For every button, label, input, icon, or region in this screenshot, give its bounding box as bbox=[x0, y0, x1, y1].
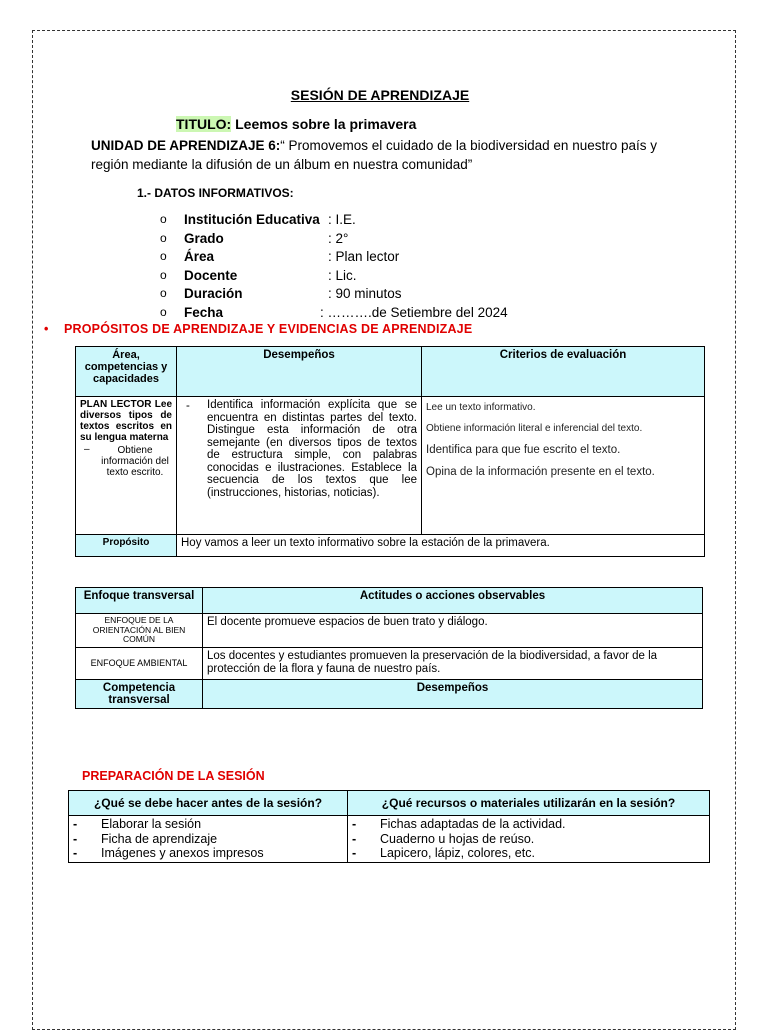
criterio-item: Obtiene información literal e inferencial del texto. bbox=[426, 423, 643, 434]
header-desempenos-transversal: Desempeños bbox=[203, 679, 703, 708]
list-item-text: Lapicero, lápiz, colores, etc. bbox=[380, 846, 535, 860]
unidad-paragraph bbox=[91, 136, 691, 174]
datos-value: : Plan lector bbox=[328, 249, 400, 265]
header-competencia-transversal: Competencia transversal bbox=[76, 679, 203, 708]
dash-bullet: - bbox=[73, 817, 78, 831]
datos-bullet: o bbox=[160, 304, 167, 319]
propositos-heading bbox=[44, 322, 472, 336]
datos-value: : 90 minutos bbox=[328, 286, 402, 302]
datos-label: Docente bbox=[184, 267, 238, 283]
list-item bbox=[73, 832, 343, 847]
unidad-text: “ Promovemos el cuidado de la biodiversidad en nuestro país y región mediante la difusión de un álbum en nuestra comunidad” bbox=[91, 138, 657, 172]
datos-bullet: o bbox=[160, 286, 167, 301]
list-item-text: Cuaderno u hojas de reúso. bbox=[380, 831, 535, 846]
datos-label: Institución Educativa bbox=[184, 212, 320, 227]
desempeno-text: Identifica información explícita que se encuentra en distintas partes del texto. Distingue esta información de otra semejante (en diversos tipos de textos de estructura simple, con palabras conocidas e ilustraciones. Establece la secuencia de los textos que lee (instrucciones, historias, noticias). bbox=[207, 399, 417, 499]
desempeno-item bbox=[181, 399, 417, 499]
datos-bullet: o bbox=[160, 230, 167, 245]
plan-lector bbox=[80, 399, 172, 478]
datos-item bbox=[160, 231, 580, 250]
dash-bullet: - bbox=[352, 846, 357, 860]
datos-item bbox=[160, 268, 580, 287]
datos-value: : 2° bbox=[328, 230, 349, 246]
propositos-table bbox=[75, 346, 705, 557]
header-criterios: Criterios de evaluación bbox=[422, 347, 705, 397]
accion-ambiental: Los docentes y estudiantes promueven la preservación de la biodiversidad, a favor de la protección de la flora y fauna de nuestro país. bbox=[203, 647, 703, 679]
datos-bullet: o bbox=[160, 267, 167, 282]
list-item-text: Imágenes y anexos impresos bbox=[101, 846, 264, 860]
titulo-label: TITULO: bbox=[176, 116, 232, 132]
header-recursos: ¿Qué recursos o materiales utilizarán en la sesión? bbox=[348, 791, 710, 816]
list-item-text: Fichas adaptadas de la actividad. bbox=[380, 817, 566, 831]
area-cell bbox=[76, 397, 177, 535]
datos-item bbox=[160, 305, 580, 324]
header-desempenos: Desempeños bbox=[177, 347, 422, 397]
criterio-item: Identifica para que fue escrito el texto. bbox=[426, 444, 621, 456]
list-item bbox=[73, 846, 343, 861]
datos-bullet: o bbox=[160, 212, 167, 226]
propositos-heading-text: PROPÓSITOS DE APRENDIZAJE Y EVIDENCIAS DE APRENDIZAJE bbox=[64, 322, 473, 336]
session-title bbox=[176, 116, 416, 132]
dash-bullet: - bbox=[73, 831, 78, 846]
recursos-cell bbox=[348, 816, 710, 863]
dash-bullet: - bbox=[186, 400, 190, 412]
header-antes: ¿Qué se debe hacer antes de la sesión? bbox=[69, 791, 348, 816]
plan-lector-title: PLAN LECTOR Lee diversos tipos de textos escritos en su lengua materna bbox=[80, 399, 172, 443]
header-actitudes: Actitudes o acciones observables bbox=[203, 588, 703, 614]
enfoque-ambiental: ENFOQUE AMBIENTAL bbox=[76, 647, 203, 679]
datos-heading: 1.- DATOS INFORMATIVOS: bbox=[137, 186, 294, 200]
datos-label: Área bbox=[184, 249, 215, 265]
header-area: Área, competencias y capacidades bbox=[76, 347, 177, 397]
dash-bullet: - bbox=[352, 817, 357, 831]
datos-bullet: o bbox=[160, 249, 167, 264]
dash-bullet: - bbox=[73, 846, 78, 860]
list-item-text: Elaborar la sesión bbox=[101, 817, 202, 831]
datos-item bbox=[160, 286, 580, 305]
datos-list bbox=[160, 212, 580, 324]
dash-bullet: - bbox=[352, 831, 357, 846]
proposito-text: Hoy vamos a leer un texto informativo sobre la estación de la primavera. bbox=[177, 535, 705, 557]
enfoques-table bbox=[75, 587, 703, 709]
criterio-item: Lee un texto informativo. bbox=[426, 402, 536, 413]
criterio-item: Opina de la información presente en el texto. bbox=[426, 466, 655, 478]
datos-item bbox=[160, 249, 580, 268]
list-item bbox=[352, 832, 705, 847]
accion-bien-comun: El docente promueve espacios de buen trato y diálogo. bbox=[203, 614, 703, 648]
desempeno-cell bbox=[177, 397, 422, 535]
titulo-value: Leemos sobre la primavera bbox=[231, 116, 417, 132]
datos-value: : Lic. bbox=[328, 267, 357, 283]
bullet-icon: • bbox=[44, 322, 49, 336]
datos-label: Fecha bbox=[184, 304, 224, 320]
datos-label: Grado bbox=[184, 230, 224, 246]
antes-cell bbox=[69, 816, 348, 863]
datos-item bbox=[160, 212, 580, 231]
capacidad-item: – Obtiene información del texto escrito. bbox=[80, 445, 172, 478]
proposito-label: Propósito bbox=[76, 535, 177, 557]
list-item-text: Ficha de aprendizaje bbox=[101, 831, 218, 846]
document-title: SESIÓN DE APRENDIZAJE bbox=[290, 87, 470, 103]
header-enfoque: Enfoque transversal bbox=[76, 588, 203, 614]
enfoque-bien-comun: ENFOQUE DE LA ORIENTACIÓN AL BIEN COMÚN bbox=[76, 614, 203, 648]
criterios-cell bbox=[422, 397, 705, 535]
list-item bbox=[352, 846, 705, 861]
datos-value: : I.E. bbox=[328, 212, 356, 227]
preparacion-table bbox=[68, 790, 710, 863]
datos-value: : ……….de Setiembre del 2024 bbox=[320, 304, 508, 320]
preparacion-heading: PREPARACIÓN DE LA SESIÓN bbox=[82, 769, 265, 783]
list-item bbox=[73, 817, 343, 832]
unidad-label: UNIDAD DE APRENDIZAJE 6: bbox=[91, 138, 281, 153]
list-item bbox=[352, 817, 705, 832]
datos-label: Duración bbox=[184, 286, 243, 302]
